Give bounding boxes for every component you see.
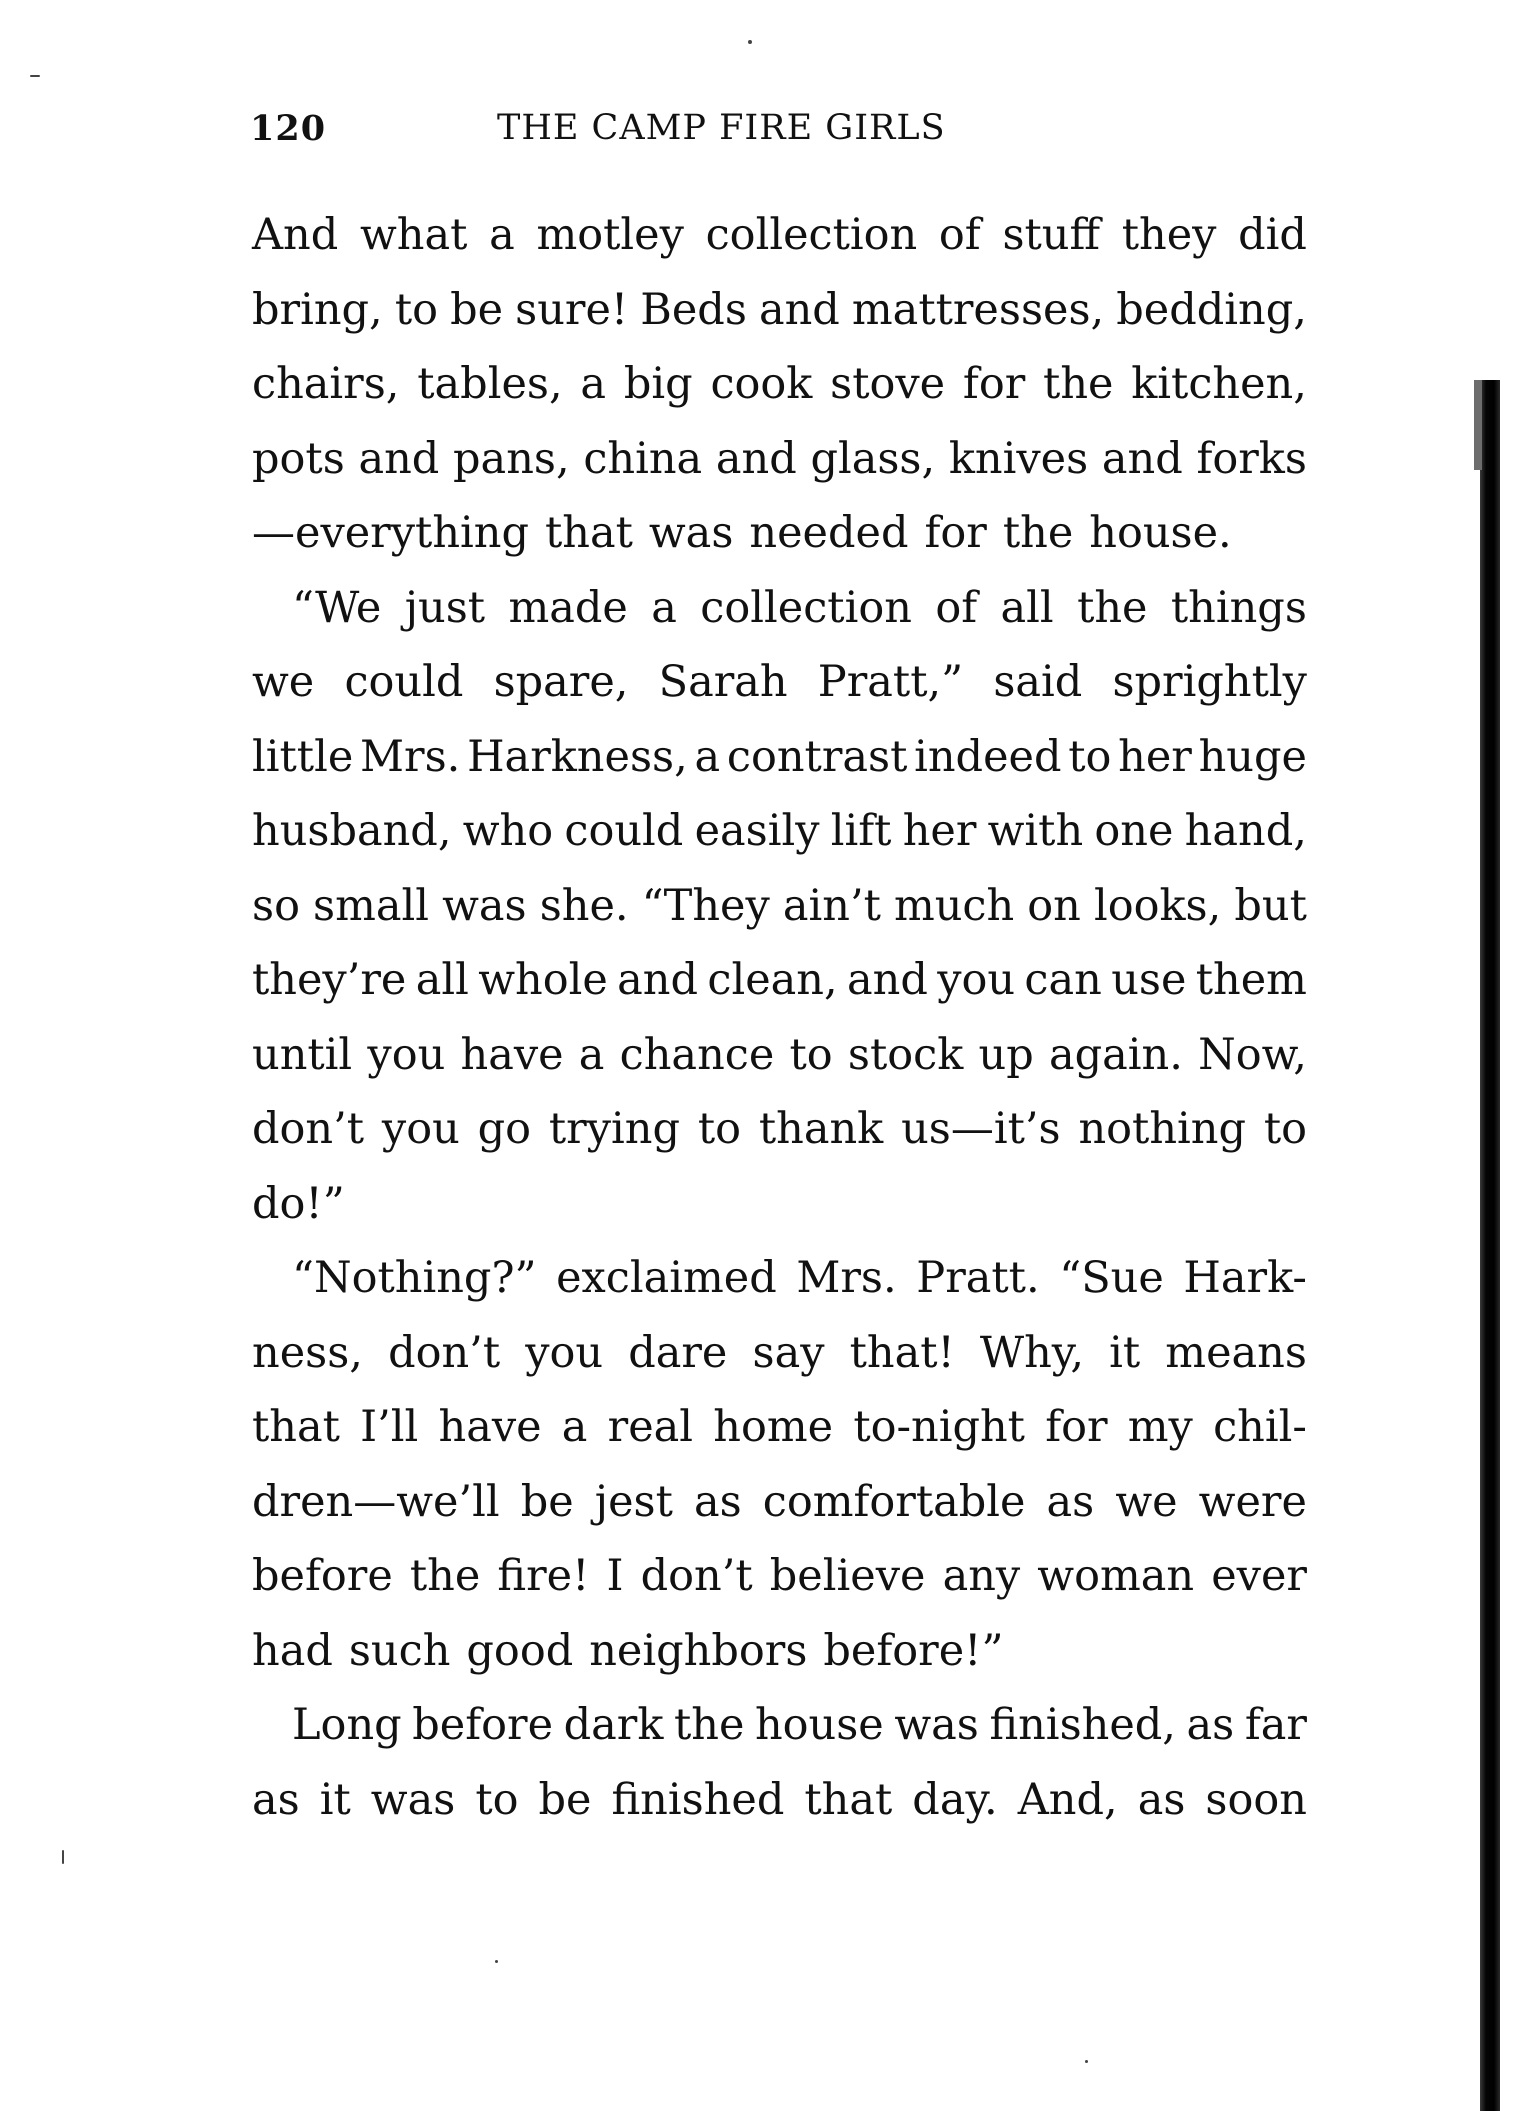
word: ness, [252,1327,363,1378]
word: don’t [252,1104,365,1154]
word: “Nothing?” [292,1253,537,1303]
print-speck [62,1850,64,1864]
word: glass, [810,433,936,484]
page-edge-shadow [1480,380,1500,2111]
text-line [252,645,1307,720]
word: be [520,1476,574,1527]
word: trying [548,1104,680,1154]
text-line [252,1316,1307,1391]
word: indeed [914,731,1062,782]
word: had [252,1625,333,1676]
text-line [252,943,1307,1018]
print-speck [1085,2060,1088,2063]
word: with [987,806,1084,856]
word: for [1045,1402,1108,1452]
word: woman [1037,1551,1195,1601]
text-line [252,1241,1307,1316]
text-line [252,1092,1307,1167]
word: and [617,955,699,1005]
word: and [358,433,440,484]
text-line [252,571,1307,646]
word: looks, [1093,880,1222,931]
word: stuff [1002,210,1101,260]
word: be [538,1774,592,1825]
word: a [651,582,677,633]
word: have [438,1402,542,1452]
word: could [344,657,464,707]
word: huge [1198,731,1307,782]
word: was [370,1774,456,1825]
word: before [412,1700,554,1750]
word: us—it’s [901,1104,1061,1154]
text-line [252,794,1307,869]
text-line [252,1539,1307,1614]
text-line [252,1167,1307,1242]
word: on [1027,880,1081,931]
word: stove [830,359,946,409]
word: bring, [252,284,383,335]
word: that [252,1402,340,1452]
word: fire! [497,1551,590,1601]
word: finished [611,1774,785,1825]
word: Harkness, [467,731,688,782]
word: can [1024,955,1102,1005]
word: as [252,1774,300,1825]
word: jest [594,1476,673,1527]
word: “We [292,582,382,633]
word: it [1109,1327,1141,1378]
word: believe [769,1551,926,1601]
word: a [578,1029,605,1080]
word: a [561,1402,588,1452]
word: to [1263,1104,1307,1154]
text-line [252,1390,1307,1465]
word: ain’t [782,880,881,931]
word: all [1000,582,1054,633]
word: neighbors [589,1625,808,1676]
word: Pratt. [916,1253,1040,1303]
word: for [924,508,987,558]
word: a [694,731,721,782]
word: finished, [989,1700,1176,1750]
word: pans, [453,433,570,484]
word: have [460,1029,564,1080]
word: and [715,433,797,484]
word: she. [539,880,629,931]
word: we [1115,1476,1178,1527]
text-line [252,422,1307,497]
word: Hark- [1183,1253,1307,1303]
text-line [252,1465,1307,1540]
word: to [1068,731,1112,782]
text-line [252,198,1307,273]
word: little [252,731,354,782]
word: Mrs. [796,1253,897,1303]
word: to-night [853,1402,1025,1452]
word: was [894,1700,979,1750]
word: house [754,1700,884,1750]
word: my [1127,1402,1193,1452]
word: cook [710,359,813,409]
word: one [1094,806,1174,856]
word: bedding, [1116,284,1307,335]
word: as [693,1476,742,1527]
word: the [409,1551,481,1601]
word: but [1234,880,1307,931]
word: that [544,508,633,558]
word: and [758,284,840,335]
word: they’re [252,955,407,1005]
word: did [1238,210,1307,260]
text-line [252,1688,1307,1763]
word: far [1244,1700,1307,1750]
word: the [1043,359,1114,409]
word: I [606,1551,624,1601]
word: you [937,955,1016,1005]
word: all [415,955,469,1005]
word: so [252,880,300,931]
word: Now, [1198,1029,1307,1080]
word: go [477,1104,532,1154]
word: you [381,1104,460,1154]
running-title: THE CAMP FIRE GIRLS [497,108,946,148]
word: Mrs. [360,731,461,782]
text-line [252,347,1307,422]
word: to [394,284,438,335]
word: of [935,582,978,633]
word: easily [694,806,820,856]
word: motley [536,210,684,260]
word: I’ll [360,1402,419,1452]
text-line [252,1614,1307,1689]
word: Beds [640,284,747,335]
word: “Sue [1059,1253,1164,1303]
word: don’t [388,1327,501,1378]
word: clean, [707,955,838,1005]
word: chairs, [252,359,400,409]
word: the [673,1700,745,1750]
word: to [789,1029,833,1080]
word: and [1101,433,1183,484]
word: were [1198,1476,1307,1527]
word: just [404,582,486,633]
word: such [348,1625,451,1676]
word: exclaimed [556,1253,777,1303]
print-speck [30,75,40,77]
word: chil- [1213,1402,1307,1452]
text-line [252,720,1307,795]
word: hand, [1184,806,1307,856]
word: the [1002,508,1074,558]
word: for [962,359,1026,409]
word: to [697,1104,742,1154]
word: the [1077,582,1148,633]
word: what [359,210,468,260]
word: it [319,1774,351,1825]
word: that [804,1774,893,1825]
word: that! [849,1327,955,1378]
word: was [648,508,734,558]
word: comfortable [762,1476,1026,1527]
word: day. [912,1774,998,1825]
word: dren—we’ll [252,1476,500,1527]
word: of [938,210,981,260]
word: Why, [979,1327,1085,1378]
word: spare, [493,657,629,707]
word: before [252,1551,393,1601]
print-speck [748,40,752,44]
word: as [1186,1700,1235,1750]
running-head [250,108,1310,158]
word: whole [478,955,608,1005]
word: forks [1196,433,1307,484]
word: you [367,1029,446,1080]
word: do!” [252,1178,345,1229]
word: And [252,210,339,260]
word: a [580,359,607,409]
word: say [752,1327,825,1378]
word: they [1121,210,1217,260]
text-line [252,1763,1307,1838]
word: and [847,955,928,1005]
word: again. [1048,1029,1183,1080]
word: as [1046,1476,1095,1527]
body-text [252,198,1307,1837]
page-number: 120 [250,108,327,149]
word: house. [1089,508,1232,558]
text-line [252,869,1307,944]
word: until [252,1029,353,1080]
print-speck [495,1960,498,1963]
word: things [1170,582,1307,633]
word: sure! [515,284,629,335]
word: before!” [823,1625,1004,1676]
word: her [1118,731,1192,782]
word: needed [749,508,909,558]
word: who [462,806,554,856]
word: knives [948,433,1089,484]
word: good [466,1625,574,1676]
text-line [252,273,1307,348]
word: Pratt,” [817,657,964,707]
word: thank [758,1104,884,1154]
word: was [442,880,527,931]
word: “They [641,880,770,931]
word: could [564,806,684,856]
word: as [1137,1774,1186,1825]
word: Long [292,1700,402,1750]
word: said [993,657,1083,707]
word: ever [1211,1551,1307,1601]
word: soon [1205,1774,1307,1825]
text-line [252,496,1307,571]
word: contrast [726,731,908,782]
word: made [508,582,628,633]
word: sprightly [1112,657,1307,707]
word: you [525,1327,604,1378]
text-line [252,1018,1307,1093]
word: pots [252,433,345,484]
word: Sarah [658,657,788,707]
word: kitchen, [1131,359,1307,409]
word: —everything [252,508,529,558]
word: use [1111,955,1187,1005]
word: a [489,210,515,260]
word: up [978,1029,1034,1080]
word: to [475,1774,519,1825]
word: don’t [640,1551,753,1601]
word: be [450,284,504,335]
word: small [313,880,430,931]
word: any [942,1551,1021,1601]
word: chance [619,1029,775,1080]
word: lift [830,806,892,856]
word: means [1165,1327,1307,1378]
page-edge-highlight [1474,380,1482,470]
word: her [902,806,977,856]
word: dark [563,1700,664,1750]
word: And, [1017,1774,1118,1825]
word: mattresses, [851,284,1105,335]
word: them [1195,955,1307,1005]
word: nothing [1078,1104,1246,1154]
word: we [252,657,315,707]
word: real [607,1402,694,1452]
word: much [893,880,1015,931]
word: home [713,1402,834,1452]
word: big [623,359,693,409]
word: collection [700,582,912,633]
word: stock [847,1029,964,1080]
word: china [583,433,703,484]
word: husband, [252,806,452,856]
word: tables, [417,359,563,409]
word: collection [705,210,918,260]
word: dare [628,1327,728,1378]
